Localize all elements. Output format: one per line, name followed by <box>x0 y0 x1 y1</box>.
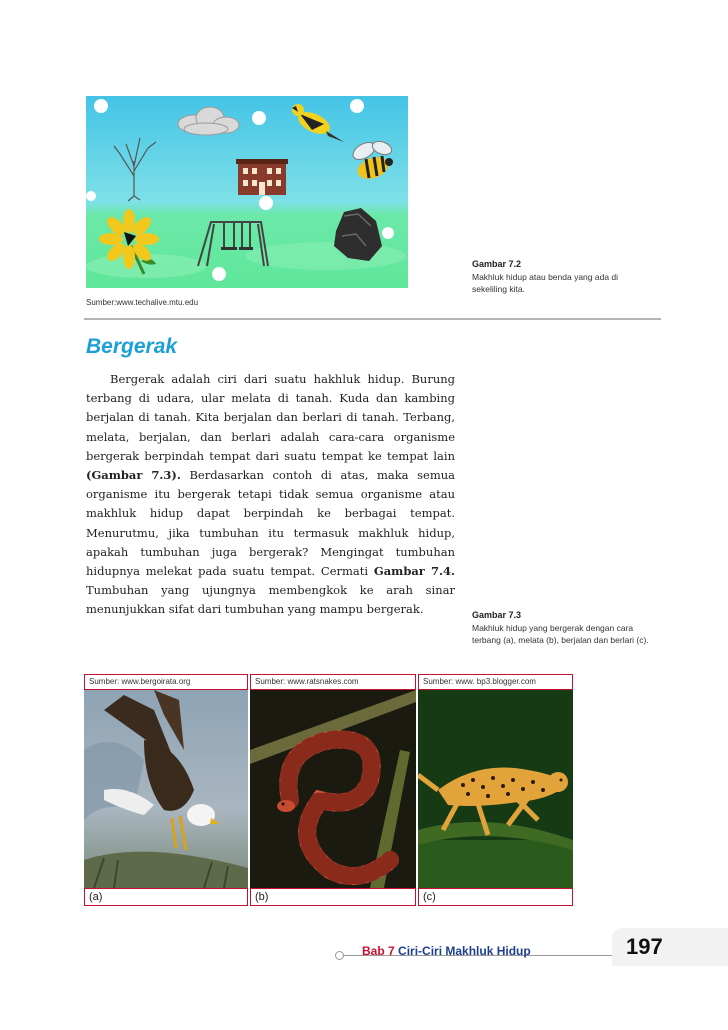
figure-7-2-illustration <box>86 96 408 288</box>
body-line: apakah tumbuhan juga bergerak? Mengingat tumbuhan <box>86 544 455 559</box>
body-line: melata, berjalan, dan berlari adalah cara-cara organisme <box>86 429 455 444</box>
figure-reference: (Gambar 7.3). <box>86 468 181 483</box>
photo-label-b: (b) <box>250 888 416 906</box>
figure-7-3-caption: Makhluk hidup yang bergerak dengan cara terbang (a), melata (b), berjalan dan berlari (c). <box>472 623 649 645</box>
photo-source-b: Sumber: www.ratsnakes.com <box>250 674 416 690</box>
body-line-start: hidupnya melekat pada suatu tempat. Cermati <box>86 564 374 579</box>
body-line: terbang di udara, ular melata di tanah. Kuda dan kambing <box>86 391 455 406</box>
body-line: Menurutmu, jika tumbuhan itu termasuk makhluk hidup, <box>86 525 455 540</box>
body-line: Bergerak adalah ciri dari suatu hakhluk hidup. Burung <box>110 372 455 386</box>
body-line <box>86 466 455 485</box>
figure-7-2-source: Sumber:www.techalive.mtu.edu <box>86 298 199 307</box>
section-divider <box>84 318 661 320</box>
photo-source-a: Sumber: www.bergoirata.org <box>84 674 248 690</box>
chapter-title: Ciri-Ciri Makhluk Hidup <box>398 944 531 958</box>
chapter-footer <box>362 944 531 958</box>
body-line: berjalan di tanah. Kita berjalan dan berlari di tanah. Terbang, <box>86 410 455 425</box>
body-line: Tumbuhan yang ujungnya membengkok ke arah sinar <box>86 583 455 598</box>
figure-7-2-caption: Makhluk hidup atau benda yang ada di sekeliling kita. <box>472 272 619 294</box>
page-number-tab <box>612 928 728 966</box>
body-line <box>86 562 455 581</box>
snake-photo <box>250 690 416 888</box>
footer-rule-dot <box>335 951 344 960</box>
body-line: makhluk hidup dapat berpindah ke berbagai tempat. <box>86 506 455 521</box>
body-line: organisme itu bergerak tetapi tidak semua organisme atau <box>86 487 455 502</box>
body-line-rest: Berdasarkan contoh di atas, maka semua <box>180 468 455 483</box>
body-text <box>86 370 455 620</box>
body-line: menunjukkan sifat dari tumbuhan yang mampu bergerak. <box>86 602 424 617</box>
figure-7-3-title: Gambar 7.3 <box>472 610 522 620</box>
chapter-number: Bab 7 <box>362 944 395 958</box>
photo-label-c: (c) <box>418 888 573 906</box>
page-number: 197 <box>626 934 663 959</box>
photo-source-c: Sumber: www. bp3.blogger.com <box>418 674 573 690</box>
cheetah-photo <box>418 690 573 888</box>
body-line: bergerak berpindah tempat dari suatu tempat ke tempat lain <box>86 448 455 463</box>
figure-reference: Gambar 7.4. <box>373 564 455 579</box>
eagle-photo <box>84 690 248 888</box>
figure-7-2-title: Gambar 7.2 <box>472 259 522 269</box>
section-heading: Bergerak <box>86 335 178 358</box>
photo-label-a: (a) <box>84 888 248 906</box>
